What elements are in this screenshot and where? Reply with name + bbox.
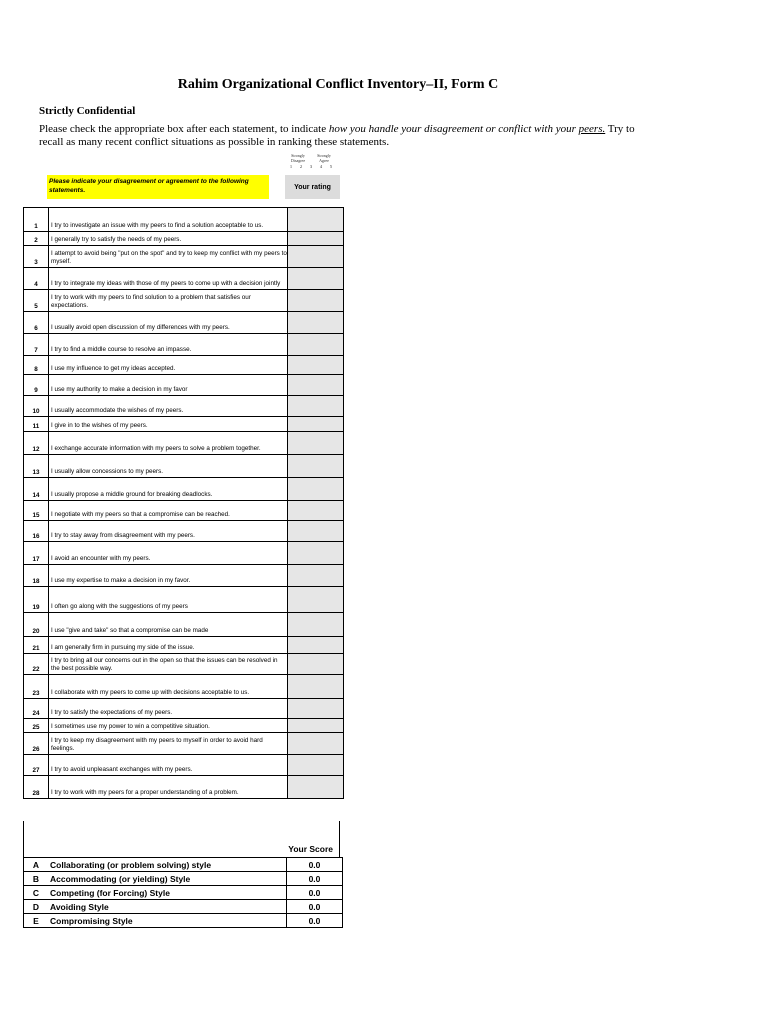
statement-number: 11 [24,417,49,432]
statement-text: I negotiate with my peers so that a compromise can be reached. [49,501,288,521]
statement-row [24,290,344,312]
instruction-prompt: Please indicate your disagreement or agreement to the following statements. [47,175,269,199]
rating-input-cell[interactable] [288,542,344,565]
statement-row [24,501,344,521]
statement-number: 28 [24,776,49,799]
statement-number: 1 [24,208,49,232]
style-name: Avoiding Style [48,900,287,914]
statement-row [24,719,344,733]
statement-text: I attempt to avoid being "put on the spot" and try to keep my conflict with my peers to myself. [49,246,288,268]
scale-number: 1 [289,164,293,169]
statement-number: 5 [24,290,49,312]
style-letter: A [24,858,49,872]
statement-number: 8 [24,356,49,375]
rating-input-cell[interactable] [288,417,344,432]
statement-text: I try to work with my peers to find solution to a problem that satisfies our expectations. [49,290,288,312]
instructions-italic: how you handle your disagreement or conflict with your [328,123,579,135]
statement-number: 19 [24,587,49,613]
statement-row [24,334,344,356]
statement-text: I try to integrate my ideas with those of my peers to come up with a decision jointly [49,268,288,290]
scale-number: 3 [309,164,313,169]
statement-number: 24 [24,699,49,719]
statement-number: 20 [24,613,49,637]
statement-number: 12 [24,432,49,455]
instructions-underlined: peers. [578,123,606,135]
rating-input-cell[interactable] [288,334,344,356]
statement-number: 10 [24,396,49,417]
statement-text: I usually accommodate the wishes of my peers. [49,396,288,417]
statement-text: I sometimes use my power to win a competitive situation. [49,719,288,733]
statement-row [24,542,344,565]
style-name: Competing (for Forcing) Style [48,886,287,900]
instructions-part1: Please check the appropriate box after each statement, to indicate [39,123,329,135]
statement-number: 27 [24,755,49,776]
style-score-row [24,872,343,886]
rating-column-header: Your rating [285,175,340,199]
style-score-row [24,914,343,928]
your-score-label: Your Score [288,844,333,854]
rating-input-cell[interactable] [288,699,344,719]
page-title: Rahim Organizational Conflict Inventory–II, Form C [177,77,499,92]
statement-text: I try to keep my disagreement with my peers to myself in order to avoid hard feelings. [49,733,288,755]
instructions-part4: Try to recall as many recent conflict situations as possible in ranking these statements. [39,123,635,148]
style-score-value: 0.0 [287,886,343,900]
statement-row [24,587,344,613]
style-score-value: 0.0 [287,858,343,872]
statement-text: I exchange accurate information with my peers to solve a problem together. [49,432,288,455]
rating-input-cell[interactable] [288,755,344,776]
statement-number: 13 [24,455,49,478]
statement-number: 17 [24,542,49,565]
statement-row [24,613,344,637]
statement-text: I try to avoid unpleasant exchanges with my peers. [49,755,288,776]
statement-row [24,637,344,654]
statement-text: I use my influence to get my ideas accepted. [49,356,288,375]
statement-row [24,432,344,455]
rating-input-cell[interactable] [288,613,344,637]
style-letter: B [24,872,49,886]
statement-row [24,478,344,501]
statement-row [24,565,344,587]
rating-input-cell[interactable] [288,501,344,521]
statement-row [24,356,344,375]
statement-text: I give in to the wishes of my peers. [49,417,288,432]
statement-number: 9 [24,375,49,396]
statement-text: I try to work with my peers for a proper understanding of a problem. [49,776,288,799]
statement-row [24,268,344,290]
statement-text: I try to satisfy the expectations of my peers. [49,699,288,719]
scale-right-label: Strongly Agree [317,153,331,163]
style-letter: D [24,900,49,914]
statement-text: I try to investigate an issue with my peers to find a solution acceptable to us. [49,208,288,232]
statement-number: 6 [24,312,49,334]
rating-input-cell[interactable] [288,521,344,542]
style-score-row [24,858,343,872]
statement-row [24,654,344,675]
confidential-label: Strictly Confidential [39,105,136,117]
statement-row [24,232,344,246]
statement-row [24,755,344,776]
statement-text: I usually avoid open discussion of my differences with my peers. [49,312,288,334]
statement-number: 4 [24,268,49,290]
statement-number: 15 [24,501,49,521]
statement-row [24,396,344,417]
statement-number: 23 [24,675,49,699]
rating-input-cell[interactable] [288,246,344,268]
statement-number: 25 [24,719,49,733]
statement-number: 14 [24,478,49,501]
rating-input-cell[interactable] [288,565,344,587]
instructions-text [39,123,649,149]
style-score-value: 0.0 [287,872,343,886]
statement-number: 26 [24,733,49,755]
rating-input-cell[interactable] [288,208,344,232]
statement-row [24,246,344,268]
statement-text: I try to stay away from disagreement with my peers. [49,521,288,542]
rating-input-cell[interactable] [288,776,344,799]
style-name: Compromising Style [48,914,287,928]
statement-row [24,312,344,334]
statement-text: I usually propose a middle ground for breaking deadlocks. [49,478,288,501]
style-score-row [24,886,343,900]
style-letter: C [24,886,49,900]
style-letter: E [24,914,49,928]
rating-input-cell[interactable] [288,375,344,396]
rating-input-cell[interactable] [288,587,344,613]
rating-input-cell[interactable] [288,675,344,699]
rating-input-cell[interactable] [288,356,344,375]
statement-number: 2 [24,232,49,246]
rating-input-cell[interactable] [288,455,344,478]
scale-number: 4 [319,164,323,169]
style-name: Accommodating (or yielding) Style [48,872,287,886]
score-header-block [23,821,340,857]
scale-number: 2 [299,164,303,169]
statement-row [24,675,344,699]
statements-table [23,207,344,799]
statement-number: 3 [24,246,49,268]
style-score-row [24,900,343,914]
style-score-value: 0.0 [287,900,343,914]
statement-row [24,776,344,799]
style-name: Collaborating (or problem solving) style [48,858,287,872]
rating-scale [286,153,336,169]
rating-input-cell[interactable] [288,637,344,654]
statement-row [24,699,344,719]
statement-text: I try to bring all our concerns out in the open so that the issues can be resolved in the best possible way. [49,654,288,675]
statement-text: I use my authority to make a decision in my favor [49,375,288,396]
rating-input-cell[interactable] [288,232,344,246]
rating-input-cell[interactable] [288,719,344,733]
rating-input-cell[interactable] [288,396,344,417]
style-scores-table [23,857,343,928]
statement-text: I avoid an encounter with my peers. [49,542,288,565]
rating-input-cell[interactable] [288,733,344,755]
rating-input-cell[interactable] [288,312,344,334]
statement-text: I am generally firm in pursuing my side of the issue. [49,637,288,654]
statement-row [24,733,344,755]
rating-input-cell[interactable] [288,432,344,455]
statement-text: I collaborate with my peers to come up with decisions acceptable to us. [49,675,288,699]
statement-text: I generally try to satisfy the needs of my peers. [49,232,288,246]
statement-row [24,375,344,396]
statement-text: I often go along with the suggestions of my peers [49,587,288,613]
statement-number: 16 [24,521,49,542]
scale-left-label: Strongly Disagree [290,153,306,163]
statement-text: I try to find a middle course to resolve an impasse. [49,334,288,356]
statement-text: I usually allow concessions to my peers. [49,455,288,478]
style-score-value: 0.0 [287,914,343,928]
statement-number: 21 [24,637,49,654]
statement-text: I use "give and take" so that a compromise can be made [49,613,288,637]
scale-number: 5 [329,164,333,169]
statement-row [24,521,344,542]
rating-input-cell[interactable] [288,654,344,675]
rating-input-cell[interactable] [288,290,344,312]
statement-row [24,208,344,232]
statement-number: 18 [24,565,49,587]
statement-row [24,417,344,432]
statement-number: 22 [24,654,49,675]
statement-number: 7 [24,334,49,356]
rating-input-cell[interactable] [288,478,344,501]
statement-row [24,455,344,478]
statement-text: I use my expertise to make a decision in my favor. [49,565,288,587]
rating-input-cell[interactable] [288,268,344,290]
